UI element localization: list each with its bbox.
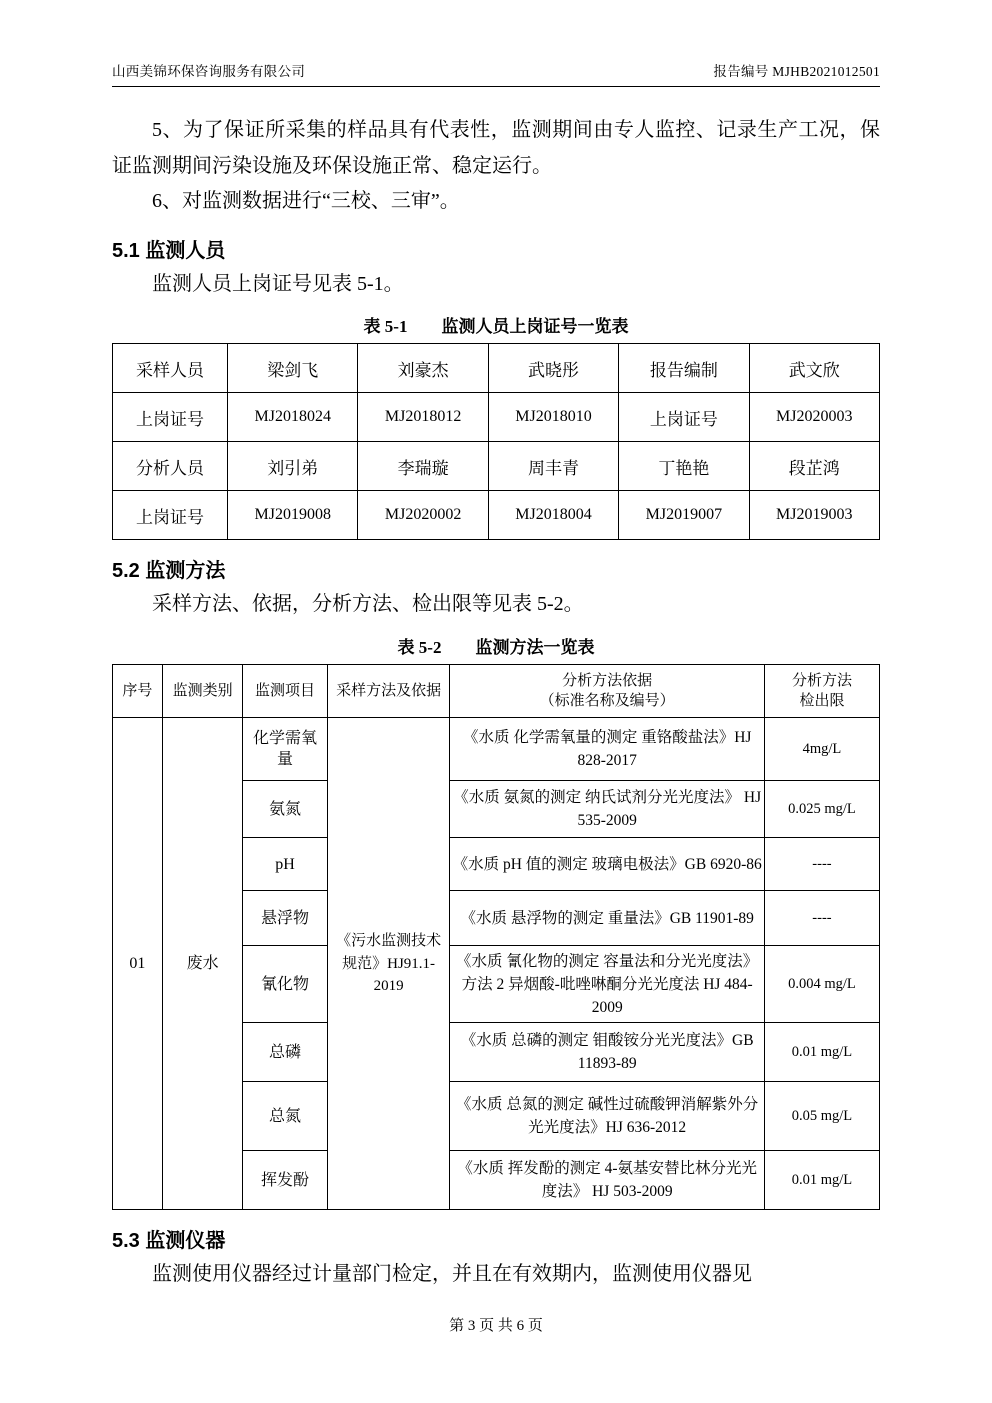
cell-analysis-method: 《水质 化学需氧量的测定 重铬酸盐法》HJ 828-2017 — [450, 718, 764, 781]
cell-name: 周丰青 — [488, 442, 618, 491]
cell-item: 悬浮物 — [243, 891, 327, 946]
cell-name: 段芷鸿 — [749, 442, 879, 491]
cell-label: 上岗证号 — [619, 393, 749, 442]
paragraph-5: 5、为了保证所采集的样品具有代表性，监测期间由专人监控、记录生产工况，保证监测期间污染设施及环保设施正常、稳定运行。 — [112, 119, 880, 177]
cell-label: 上岗证号 — [113, 393, 228, 442]
table-row — [113, 718, 880, 781]
table-row — [113, 344, 880, 393]
cell-detection-limit: 4mg/L — [764, 718, 879, 781]
table-5-1-caption — [112, 312, 880, 337]
cell-code: MJ2019008 — [228, 491, 358, 540]
header-detection-limit — [764, 664, 879, 718]
cell-detection-limit: 0.004 mg/L — [764, 946, 879, 1023]
cell-label: 分析人员 — [113, 442, 228, 491]
cell-item: 总磷 — [243, 1023, 327, 1082]
header-item: 监测项目 — [243, 664, 327, 718]
cell-name: 刘豪杰 — [358, 344, 488, 393]
cell-name: 武晓彤 — [488, 344, 618, 393]
table-5-2-caption-text: 监测方法一览表 — [475, 637, 595, 657]
table-monitoring-methods — [112, 664, 880, 1211]
table-header-row — [113, 664, 880, 718]
cell-detection-limit: ---- — [764, 891, 879, 946]
report-number-value: MJHB2021012501 — [772, 64, 880, 79]
section-heading-5-3: 5.3 监测仪器 — [112, 1230, 226, 1253]
cell-code: MJ2019003 — [749, 491, 879, 540]
table-5-1-caption-number: 表 5-1 — [363, 317, 408, 337]
header-analysis-line1: 分析方法依据 — [562, 672, 653, 689]
cell-label: 采样人员 — [113, 344, 228, 393]
cell-analysis-method: 《水质 悬浮物的测定 重量法》GB 11901-89 — [450, 891, 764, 946]
table-row — [113, 393, 880, 442]
header-limit-line2: 检出限 — [799, 693, 845, 710]
cell-analysis-method: 《水质 挥发酚的测定 4-氨基安替比林分光光度法》 HJ 503-2009 — [450, 1151, 764, 1210]
page-footer — [0, 1314, 992, 1335]
paragraph-6: 6、对监测数据进行“三校、三审”。 — [152, 190, 460, 213]
section-heading-5-1: 5.1 监测人员 — [112, 239, 226, 262]
header-sampling: 采样方法及依据 — [327, 664, 450, 718]
table-row — [113, 491, 880, 540]
table-5-2-caption — [112, 633, 880, 658]
cell-code: MJ2020003 — [749, 393, 879, 442]
cell-item: 化学需氧量 — [243, 718, 327, 781]
cell-detection-limit: 0.05 mg/L — [764, 1082, 879, 1151]
cell-item: 挥发酚 — [243, 1151, 327, 1210]
cell-detection-limit: 0.01 mg/L — [764, 1023, 879, 1082]
header-report-number — [713, 60, 880, 80]
cell-analysis-method: 《水质 氰化物的测定 容量法和分光光度法》方法 2 异烟酸-吡唑啉酮分光光度法 HJ 484-2009 — [450, 946, 764, 1023]
section-heading-5-2: 5.2 监测方法 — [112, 560, 226, 583]
cell-analysis-method: 《水质 pH 值的测定 玻璃电极法》GB 6920-86 — [450, 838, 764, 891]
header-analysis-line2: （标准名称及编号） — [539, 693, 675, 710]
page-header — [112, 60, 880, 87]
report-number-label: 报告编号 — [713, 64, 769, 79]
cell-name: 刘引弟 — [228, 442, 358, 491]
cell-name: 李瑞璇 — [358, 442, 488, 491]
cell-name: 丁艳艳 — [619, 442, 749, 491]
cell-code: MJ2018012 — [358, 393, 488, 442]
cell-name: 武文欣 — [749, 344, 879, 393]
cell-item: 氰化物 — [243, 946, 327, 1023]
cell-code: MJ2018024 — [228, 393, 358, 442]
cell-label: 上岗证号 — [113, 491, 228, 540]
paragraph-5-3: 监测使用仪器经过计量部门检定，并且在有效期内，监测使用仪器见 — [152, 1263, 752, 1286]
cell-analysis-method: 《水质 总氮的测定 碱性过硫酸钾消解紫外分光光度法》HJ 636-2012 — [450, 1082, 764, 1151]
page-number: 第 3 页 共 6 页 — [449, 1318, 543, 1334]
cell-detection-limit: ---- — [764, 838, 879, 891]
table-personnel-certificates — [112, 343, 880, 540]
paragraph-5-1: 监测人员上岗证号见表 5-1。 — [152, 272, 404, 295]
cell-sampling-basis: 《污水监测技术规范》HJ91.1-2019 — [327, 718, 450, 1210]
cell-item: 氨氮 — [243, 781, 327, 838]
header-limit-line1: 分析方法 — [791, 672, 852, 689]
table-5-1-caption-text: 监测人员上岗证号一览表 — [441, 317, 629, 337]
cell-item: pH — [243, 838, 327, 891]
table-row — [113, 442, 880, 491]
cell-code: MJ2018004 — [488, 491, 618, 540]
cell-category: 废水 — [162, 718, 243, 1210]
header-company: 山西美锦环保咨询服务有限公司 — [112, 64, 306, 79]
cell-detection-limit: 0.01 mg/L — [764, 1151, 879, 1210]
cell-code: MJ2020002 — [358, 491, 488, 540]
cell-index: 01 — [113, 718, 163, 1210]
cell-item: 总氮 — [243, 1082, 327, 1151]
table-5-2-caption-number: 表 5-2 — [397, 637, 442, 657]
header-category: 监测类别 — [162, 664, 243, 718]
cell-code: MJ2019007 — [619, 491, 749, 540]
cell-code: MJ2018010 — [488, 393, 618, 442]
header-index: 序号 — [113, 664, 163, 718]
cell-detection-limit: 0.025 mg/L — [764, 781, 879, 838]
header-analysis — [450, 664, 764, 718]
cell-analysis-method: 《水质 氨氮的测定 纳氏试剂分光光度法》 HJ 535-2009 — [450, 781, 764, 838]
cell-name: 梁剑飞 — [228, 344, 358, 393]
paragraph-5-2: 采样方法、依据，分析方法、检出限等见表 5-2。 — [152, 593, 584, 616]
cell-analysis-method: 《水质 总磷的测定 钼酸铵分光光度法》GB 11893-89 — [450, 1023, 764, 1082]
cell-label: 报告编制 — [619, 344, 749, 393]
